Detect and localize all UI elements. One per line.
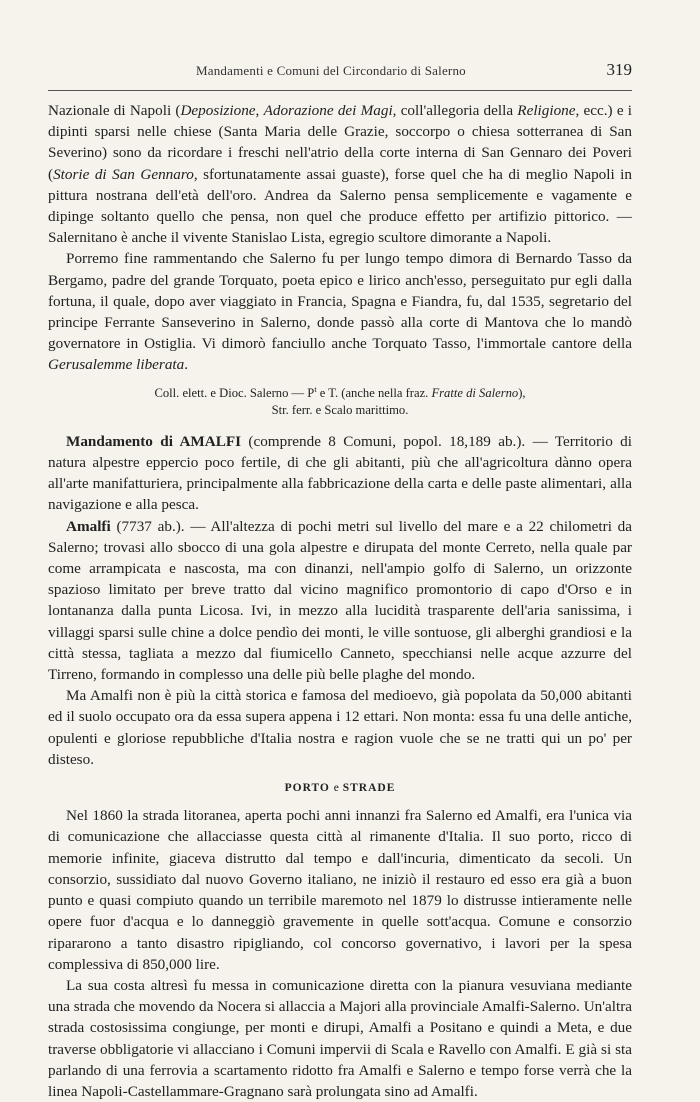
running-title: Mandamenti e Comuni del Circondario di Salerno bbox=[196, 63, 466, 78]
notes-line-2: Str. ferr. e Scalo marittimo. bbox=[271, 402, 409, 417]
page-number: 319 bbox=[606, 60, 632, 79]
page-body bbox=[48, 100, 632, 1102]
paragraph-medioevo: Ma Amalfi non è più la città storica e famosa del medioevo, già popolata da 50,000 abitanti ed il suolo occupato ora da essa supera appena i 12 ettari. Non monta: essa fu una delle antiche, opulenti e gloriose repubbliche d'Italia nostra e ragion vuole che se ne tratti qui un po' per disteso. bbox=[48, 687, 632, 768]
paragraph-painting: Nazionale di Napoli (Deposizione, Adorazione dei Magi, coll'allegoria della Religione, ecc.) e i dipinti sparsi nelle chiese (Santa Maria delle Grazie, soccorpo o chiesa sotterranea di San Severino) sono da ricordare i freschi nell'atrio della corte interna di San Gennaro dei Poveri (Storie di San Gennaro, sfortunatamente assai guaste), forse quel che ha di meglio Napoli in pittura nostrana dell'età dell'oro. Andrea da Salerno pensa semplicemente e vagamente e dipinge soltanto quello che pensa, non quel che produce effetto per artifizio pittorico. — Salernitano è anche il vivente Stanislao Lista, egregio scultore dimorante a Napoli. bbox=[48, 102, 633, 247]
paragraph-mandamento-amalfi: Mandamento di AMALFI (comprende 8 Comuni, popol. 18,189 ab.). — Territorio di natura alpestre eppercio poco fertile, di che gli abitanti, più che all'agricoltura dànno opera all'arte manifatturiera, principalmente alla fabbricazione della carta e delle paste alimentari, alla navigazione e alla pesca. bbox=[48, 432, 632, 514]
paragraph-porto: Nel 1860 la strada litoranea, aperta pochi anni innanzi fra Salerno ed Amalfi, era l'unica via di comunicazione che allacciasse questa città al rimanente d'Italia. Il suo porto, ricco di memorie infinite, giaceva distrutto dal tempo e dall'incuria, dimenticato da secoli. Un consorzio, sussidiato dal nuovo Governo italiano, ne iniziò il restauro ed esso era già a buon punto e quasi compiuto quando un terribile maremoto nel 1879 lo distrusse intieramente nelle opere fuor d'acqua e lo danneggiò gravemente in quelle sott'acqua. Comune e consorzio ripararono a tanto disastro ripigliando, col concorso governativo, i lavori per la spesa complessiva di 850,000 lire. bbox=[48, 807, 632, 973]
salerno-notes bbox=[48, 381, 632, 419]
paragraph-amalfi: Amalfi (7737 ab.). — All'altezza di pochi metri sul livello del mare e a 22 chilometri da Salerno; trovasi allo sbocco di una gola alpestre e dirupata del monte Cerreto, nella quale par come arrampicata e nascosta, ma con dinanzi, nell'ampio golfo di Salerno, un orizzonte spazioso limitato per breve tratto dal vicino magnifico promontorio di capo d'Orso e in lontananza dalla punta Licosa. Ivi, in mezzo alla lucidità trasparente dell'aria sanissima, i villaggi sparsi sulle chine a dolce pendìo dei monti, le ville sontuose, gli alberghi grandiosi e la città stessa, tagliata a mezzo dal fiumicello Canneto, specchiansi nelle acque azzurre del Tirreno, formando in complesso una delle più belle plaghe del mondo. bbox=[48, 517, 632, 684]
paragraph-tasso: Porremo fine rammentando che Salerno fu per lungo tempo dimora di Bernardo Tasso da Bergamo, padre del grande Torquato, poeta epico e lirico anch'esso, perseguitato pur egli dalla fortuna, il quale, dopo aver viaggiato in Francia, Spagna e Fiandra, fu, dal 1535, segretario del principe Ferrante Sanseverino in Salerno, donde passò alla corte di Mantova che lo mandò governatore in Ostiglia. Vi dimorò fanciullo anche Torquato Tasso, l'immortale cantore della Gerusalemme liberata. bbox=[48, 250, 632, 374]
header-rule bbox=[48, 90, 632, 91]
page-header bbox=[48, 58, 632, 82]
paragraph-strade: La sua costa altresì fu messa in comunicazione diretta con la pianura vesuviana mediante una strada che movendo da Nocera si allaccia a Majori alla provinciale Amalfi-Salerno. Un'altra strada costosissima congiunge, per monti e dirupi, Amalfi a Positano e quindi a Meta, e due traverse obbligatorie vi allacciano i Comuni impervii di Scala e Ravello con Amalfi. E già si sta parlando di una ferrovia a scartamento ridotto fra Amalfi e Salerno e tempo forse verrà che la linea Napoli-Castellammare-Gragnano sarà prolungata sino ad Amalfi. bbox=[48, 976, 632, 1100]
notes-line-1: Coll. elett. e Dioc. Salerno — $P^t$ e T. (anche nella fraz. Fratte di Salerno), bbox=[154, 384, 526, 400]
section-heading-porto-strade: PORTO e STRADE bbox=[284, 782, 396, 795]
